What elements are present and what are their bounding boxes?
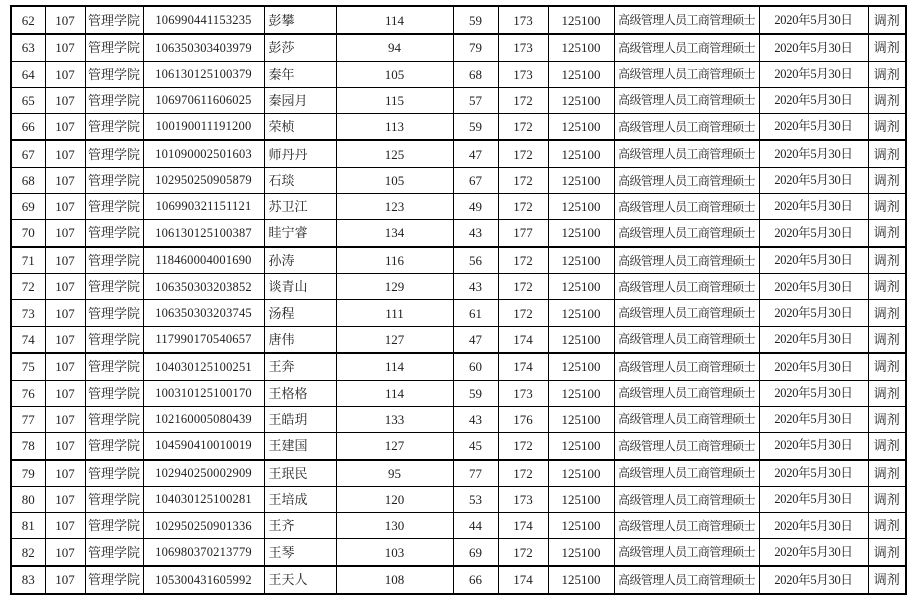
- cell-candidate_no: 106130125100387: [143, 220, 264, 247]
- cell-total: 173: [498, 61, 548, 87]
- cell-total: 172: [498, 167, 548, 193]
- cell-major_code: 125100: [548, 406, 614, 432]
- cell-candidate_no: 106970611606025: [143, 87, 264, 113]
- cell-candidate_no: 104590410010019: [143, 432, 264, 459]
- cell-score_a: 133: [336, 406, 453, 432]
- cell-unit_code: 107: [45, 513, 85, 539]
- cell-total: 177: [498, 220, 548, 247]
- cell-remark: 调剂: [868, 487, 906, 513]
- cell-date: 2020年5月30日: [759, 167, 868, 193]
- cell-seq: 68: [11, 167, 45, 193]
- cell-name: 彭莎: [264, 34, 336, 61]
- cell-name: 王奔: [264, 353, 336, 380]
- cell-date: 2020年5月30日: [759, 487, 868, 513]
- cell-unit_code: 107: [45, 61, 85, 87]
- cell-remark: 调剂: [868, 61, 906, 87]
- cell-major_code: 125100: [548, 566, 614, 594]
- table-row: [11, 380, 906, 406]
- cell-seq: 75: [11, 353, 45, 380]
- cell-score_a: 108: [336, 566, 453, 594]
- cell-name: 王珉民: [264, 460, 336, 487]
- cell-name: 王齐: [264, 513, 336, 539]
- cell-date: 2020年5月30日: [759, 566, 868, 594]
- cell-score_b: 47: [453, 140, 498, 167]
- cell-major_name: 高级管理人员工商管理硕士: [614, 353, 759, 380]
- cell-remark: 调剂: [868, 274, 906, 300]
- cell-candidate_no: 106990321151121: [143, 194, 264, 220]
- cell-seq: 82: [11, 539, 45, 566]
- cell-candidate_no: 100190011191200: [143, 113, 264, 140]
- cell-seq: 83: [11, 566, 45, 594]
- cell-total: 174: [498, 566, 548, 594]
- table-row: [11, 566, 906, 594]
- cell-unit_code: 107: [45, 326, 85, 353]
- cell-score_b: 68: [453, 61, 498, 87]
- cell-date: 2020年5月30日: [759, 34, 868, 61]
- cell-remark: 调剂: [868, 513, 906, 539]
- cell-seq: 66: [11, 113, 45, 140]
- cell-seq: 71: [11, 247, 45, 274]
- cell-total: 172: [498, 539, 548, 566]
- cell-total: 172: [498, 300, 548, 326]
- cell-name: 王格格: [264, 380, 336, 406]
- cell-remark: 调剂: [868, 167, 906, 193]
- cell-college: 管理学院: [85, 87, 143, 113]
- cell-college: 管理学院: [85, 432, 143, 459]
- cell-seq: 70: [11, 220, 45, 247]
- cell-college: 管理学院: [85, 380, 143, 406]
- table-row: [11, 300, 906, 326]
- cell-score_a: 94: [336, 34, 453, 61]
- cell-seq: 63: [11, 34, 45, 61]
- cell-remark: 调剂: [868, 353, 906, 380]
- table-row: [11, 167, 906, 193]
- cell-date: 2020年5月30日: [759, 380, 868, 406]
- cell-total: 172: [498, 432, 548, 459]
- cell-candidate_no: 106980370213779: [143, 539, 264, 566]
- cell-college: 管理学院: [85, 513, 143, 539]
- cell-name: 王建国: [264, 432, 336, 459]
- cell-major_code: 125100: [548, 513, 614, 539]
- cell-seq: 65: [11, 87, 45, 113]
- cell-total: 174: [498, 353, 548, 380]
- cell-remark: 调剂: [868, 326, 906, 353]
- cell-score_a: 129: [336, 274, 453, 300]
- cell-remark: 调剂: [868, 220, 906, 247]
- cell-candidate_no: 106990441153235: [143, 6, 264, 34]
- table-body: [11, 6, 906, 594]
- cell-total: 172: [498, 274, 548, 300]
- cell-major_name: 高级管理人员工商管理硕士: [614, 167, 759, 193]
- cell-candidate_no: 100310125100170: [143, 380, 264, 406]
- cell-unit_code: 107: [45, 566, 85, 594]
- cell-unit_code: 107: [45, 113, 85, 140]
- cell-remark: 调剂: [868, 140, 906, 167]
- cell-score_a: 127: [336, 432, 453, 459]
- cell-remark: 调剂: [868, 87, 906, 113]
- cell-name: 石琰: [264, 167, 336, 193]
- cell-remark: 调剂: [868, 6, 906, 34]
- cell-major_name: 高级管理人员工商管理硕士: [614, 113, 759, 140]
- cell-name: 苏卫江: [264, 194, 336, 220]
- cell-college: 管理学院: [85, 113, 143, 140]
- cell-major_code: 125100: [548, 167, 614, 193]
- cell-seq: 81: [11, 513, 45, 539]
- cell-major_code: 125100: [548, 87, 614, 113]
- cell-major_code: 125100: [548, 353, 614, 380]
- cell-college: 管理学院: [85, 539, 143, 566]
- table-row: [11, 6, 906, 34]
- cell-name: 孙涛: [264, 247, 336, 274]
- table-row: [11, 513, 906, 539]
- cell-major_code: 125100: [548, 432, 614, 459]
- cell-seq: 64: [11, 61, 45, 87]
- cell-score_b: 43: [453, 220, 498, 247]
- cell-major_code: 125100: [548, 460, 614, 487]
- cell-score_b: 47: [453, 326, 498, 353]
- cell-score_b: 43: [453, 274, 498, 300]
- cell-total: 172: [498, 194, 548, 220]
- cell-name: 师丹丹: [264, 140, 336, 167]
- cell-major_name: 高级管理人员工商管理硕士: [614, 566, 759, 594]
- cell-unit_code: 107: [45, 140, 85, 167]
- cell-major_name: 高级管理人员工商管理硕士: [614, 140, 759, 167]
- cell-name: 汤程: [264, 300, 336, 326]
- cell-date: 2020年5月30日: [759, 113, 868, 140]
- cell-major_code: 125100: [548, 247, 614, 274]
- table-row: [11, 353, 906, 380]
- cell-name: 彭攀: [264, 6, 336, 34]
- cell-score_b: 53: [453, 487, 498, 513]
- cell-major_name: 高级管理人员工商管理硕士: [614, 539, 759, 566]
- cell-unit_code: 107: [45, 194, 85, 220]
- cell-candidate_no: 104030125100281: [143, 487, 264, 513]
- cell-score_b: 45: [453, 432, 498, 459]
- cell-college: 管理学院: [85, 220, 143, 247]
- cell-major_code: 125100: [548, 539, 614, 566]
- cell-total: 172: [498, 247, 548, 274]
- table-row: [11, 432, 906, 459]
- cell-score_a: 95: [336, 460, 453, 487]
- cell-major_name: 高级管理人员工商管理硕士: [614, 380, 759, 406]
- cell-remark: 调剂: [868, 380, 906, 406]
- cell-college: 管理学院: [85, 326, 143, 353]
- cell-total: 173: [498, 380, 548, 406]
- table-row: [11, 140, 906, 167]
- cell-remark: 调剂: [868, 194, 906, 220]
- cell-college: 管理学院: [85, 460, 143, 487]
- cell-major_name: 高级管理人员工商管理硕士: [614, 406, 759, 432]
- table-row: [11, 194, 906, 220]
- cell-score_b: 61: [453, 300, 498, 326]
- table-row: [11, 539, 906, 566]
- cell-college: 管理学院: [85, 487, 143, 513]
- table-row: [11, 113, 906, 140]
- cell-candidate_no: 117990170540657: [143, 326, 264, 353]
- cell-name: 秦园月: [264, 87, 336, 113]
- cell-college: 管理学院: [85, 34, 143, 61]
- cell-major_code: 125100: [548, 274, 614, 300]
- cell-score_a: 127: [336, 326, 453, 353]
- cell-candidate_no: 106350303203745: [143, 300, 264, 326]
- cell-candidate_no: 101090002501603: [143, 140, 264, 167]
- cell-college: 管理学院: [85, 61, 143, 87]
- cell-date: 2020年5月30日: [759, 300, 868, 326]
- cell-date: 2020年5月30日: [759, 87, 868, 113]
- cell-major_name: 高级管理人员工商管理硕士: [614, 87, 759, 113]
- cell-total: 173: [498, 34, 548, 61]
- cell-college: 管理学院: [85, 6, 143, 34]
- cell-candidate_no: 102950250901336: [143, 513, 264, 539]
- cell-college: 管理学院: [85, 353, 143, 380]
- cell-total: 172: [498, 87, 548, 113]
- cell-score_b: 69: [453, 539, 498, 566]
- cell-seq: 80: [11, 487, 45, 513]
- cell-score_a: 103: [336, 539, 453, 566]
- cell-major_code: 125100: [548, 326, 614, 353]
- table-row: [11, 406, 906, 432]
- cell-candidate_no: 106350303203852: [143, 274, 264, 300]
- cell-name: 王皓玥: [264, 406, 336, 432]
- cell-name: 秦年: [264, 61, 336, 87]
- cell-major_code: 125100: [548, 380, 614, 406]
- cell-remark: 调剂: [868, 247, 906, 274]
- table-row: [11, 460, 906, 487]
- cell-total: 176: [498, 406, 548, 432]
- cell-score_a: 114: [336, 353, 453, 380]
- cell-major_code: 125100: [548, 194, 614, 220]
- cell-candidate_no: 102160005080439: [143, 406, 264, 432]
- cell-total: 173: [498, 6, 548, 34]
- cell-seq: 62: [11, 6, 45, 34]
- cell-unit_code: 107: [45, 220, 85, 247]
- cell-candidate_no: 118460004001690: [143, 247, 264, 274]
- cell-college: 管理学院: [85, 406, 143, 432]
- cell-score_b: 59: [453, 6, 498, 34]
- cell-major_name: 高级管理人员工商管理硕士: [614, 61, 759, 87]
- cell-name: 谈青山: [264, 274, 336, 300]
- cell-remark: 调剂: [868, 460, 906, 487]
- cell-major_code: 125100: [548, 300, 614, 326]
- cell-total: 172: [498, 113, 548, 140]
- cell-major_code: 125100: [548, 487, 614, 513]
- cell-unit_code: 107: [45, 300, 85, 326]
- cell-major_name: 高级管理人员工商管理硕士: [614, 513, 759, 539]
- cell-score_b: 44: [453, 513, 498, 539]
- cell-unit_code: 107: [45, 167, 85, 193]
- cell-seq: 73: [11, 300, 45, 326]
- cell-score_a: 134: [336, 220, 453, 247]
- cell-college: 管理学院: [85, 566, 143, 594]
- cell-remark: 调剂: [868, 113, 906, 140]
- cell-score_a: 113: [336, 113, 453, 140]
- cell-date: 2020年5月30日: [759, 513, 868, 539]
- cell-unit_code: 107: [45, 380, 85, 406]
- cell-name: 眭宁睿: [264, 220, 336, 247]
- table-row: [11, 274, 906, 300]
- cell-candidate_no: 105300431605992: [143, 566, 264, 594]
- cell-score_b: 59: [453, 113, 498, 140]
- cell-score_b: 67: [453, 167, 498, 193]
- table-row: [11, 61, 906, 87]
- cell-unit_code: 107: [45, 406, 85, 432]
- cell-seq: 74: [11, 326, 45, 353]
- cell-score_a: 114: [336, 6, 453, 34]
- cell-name: 唐伟: [264, 326, 336, 353]
- cell-score_a: 116: [336, 247, 453, 274]
- cell-name: 王培成: [264, 487, 336, 513]
- cell-score_a: 105: [336, 167, 453, 193]
- cell-college: 管理学院: [85, 300, 143, 326]
- cell-seq: 69: [11, 194, 45, 220]
- cell-unit_code: 107: [45, 87, 85, 113]
- admission-adjustment-table: [10, 5, 907, 595]
- cell-total: 173: [498, 487, 548, 513]
- cell-score_a: 115: [336, 87, 453, 113]
- cell-unit_code: 107: [45, 247, 85, 274]
- table-row: [11, 87, 906, 113]
- cell-major_name: 高级管理人员工商管理硕士: [614, 6, 759, 34]
- cell-score_b: 59: [453, 380, 498, 406]
- cell-score_a: 123: [336, 194, 453, 220]
- cell-candidate_no: 106130125100379: [143, 61, 264, 87]
- cell-major_code: 125100: [548, 113, 614, 140]
- cell-name: 荣桢: [264, 113, 336, 140]
- cell-name: 王天人: [264, 566, 336, 594]
- cell-unit_code: 107: [45, 460, 85, 487]
- cell-major_name: 高级管理人员工商管理硕士: [614, 432, 759, 459]
- table-row: [11, 247, 906, 274]
- cell-score_b: 77: [453, 460, 498, 487]
- table-row: [11, 326, 906, 353]
- cell-candidate_no: 106350303403979: [143, 34, 264, 61]
- cell-major_name: 高级管理人员工商管理硕士: [614, 194, 759, 220]
- cell-total: 172: [498, 460, 548, 487]
- cell-score_b: 49: [453, 194, 498, 220]
- cell-unit_code: 107: [45, 274, 85, 300]
- cell-score_a: 120: [336, 487, 453, 513]
- cell-score_b: 60: [453, 353, 498, 380]
- cell-college: 管理学院: [85, 167, 143, 193]
- cell-score_a: 130: [336, 513, 453, 539]
- cell-date: 2020年5月30日: [759, 460, 868, 487]
- cell-date: 2020年5月30日: [759, 432, 868, 459]
- cell-seq: 77: [11, 406, 45, 432]
- cell-remark: 调剂: [868, 300, 906, 326]
- cell-score_b: 79: [453, 34, 498, 61]
- cell-major_name: 高级管理人员工商管理硕士: [614, 460, 759, 487]
- cell-seq: 67: [11, 140, 45, 167]
- cell-score_a: 105: [336, 61, 453, 87]
- cell-remark: 调剂: [868, 406, 906, 432]
- cell-date: 2020年5月30日: [759, 406, 868, 432]
- cell-total: 174: [498, 326, 548, 353]
- cell-major_name: 高级管理人员工商管理硕士: [614, 274, 759, 300]
- table-row: [11, 34, 906, 61]
- cell-date: 2020年5月30日: [759, 61, 868, 87]
- cell-major_name: 高级管理人员工商管理硕士: [614, 34, 759, 61]
- cell-date: 2020年5月30日: [759, 140, 868, 167]
- cell-seq: 78: [11, 432, 45, 459]
- cell-remark: 调剂: [868, 34, 906, 61]
- cell-major_name: 高级管理人员工商管理硕士: [614, 487, 759, 513]
- cell-unit_code: 107: [45, 353, 85, 380]
- cell-unit_code: 107: [45, 432, 85, 459]
- cell-score_b: 56: [453, 247, 498, 274]
- table-row: [11, 487, 906, 513]
- cell-seq: 79: [11, 460, 45, 487]
- cell-seq: 76: [11, 380, 45, 406]
- cell-college: 管理学院: [85, 194, 143, 220]
- cell-score_b: 66: [453, 566, 498, 594]
- cell-major_name: 高级管理人员工商管理硕士: [614, 326, 759, 353]
- cell-candidate_no: 102940250002909: [143, 460, 264, 487]
- cell-score_a: 111: [336, 300, 453, 326]
- cell-major_name: 高级管理人员工商管理硕士: [614, 247, 759, 274]
- cell-remark: 调剂: [868, 539, 906, 566]
- cell-major_name: 高级管理人员工商管理硕士: [614, 220, 759, 247]
- cell-remark: 调剂: [868, 566, 906, 594]
- cell-date: 2020年5月30日: [759, 274, 868, 300]
- cell-date: 2020年5月30日: [759, 353, 868, 380]
- cell-unit_code: 107: [45, 539, 85, 566]
- cell-score_a: 114: [336, 380, 453, 406]
- cell-seq: 72: [11, 274, 45, 300]
- cell-date: 2020年5月30日: [759, 326, 868, 353]
- cell-major_code: 125100: [548, 34, 614, 61]
- cell-score_a: 125: [336, 140, 453, 167]
- cell-name: 王琴: [264, 539, 336, 566]
- cell-college: 管理学院: [85, 140, 143, 167]
- cell-unit_code: 107: [45, 6, 85, 34]
- cell-remark: 调剂: [868, 432, 906, 459]
- table-row: [11, 220, 906, 247]
- cell-major_code: 125100: [548, 220, 614, 247]
- cell-date: 2020年5月30日: [759, 539, 868, 566]
- cell-date: 2020年5月30日: [759, 6, 868, 34]
- cell-unit_code: 107: [45, 34, 85, 61]
- cell-total: 172: [498, 140, 548, 167]
- cell-major_code: 125100: [548, 61, 614, 87]
- cell-date: 2020年5月30日: [759, 194, 868, 220]
- cell-candidate_no: 104030125100251: [143, 353, 264, 380]
- cell-candidate_no: 102950250905879: [143, 167, 264, 193]
- cell-total: 174: [498, 513, 548, 539]
- cell-major_code: 125100: [548, 140, 614, 167]
- cell-score_b: 43: [453, 406, 498, 432]
- cell-college: 管理学院: [85, 247, 143, 274]
- cell-date: 2020年5月30日: [759, 220, 868, 247]
- cell-college: 管理学院: [85, 274, 143, 300]
- cell-score_b: 57: [453, 87, 498, 113]
- cell-major_name: 高级管理人员工商管理硕士: [614, 300, 759, 326]
- cell-unit_code: 107: [45, 487, 85, 513]
- cell-major_code: 125100: [548, 6, 614, 34]
- cell-date: 2020年5月30日: [759, 247, 868, 274]
